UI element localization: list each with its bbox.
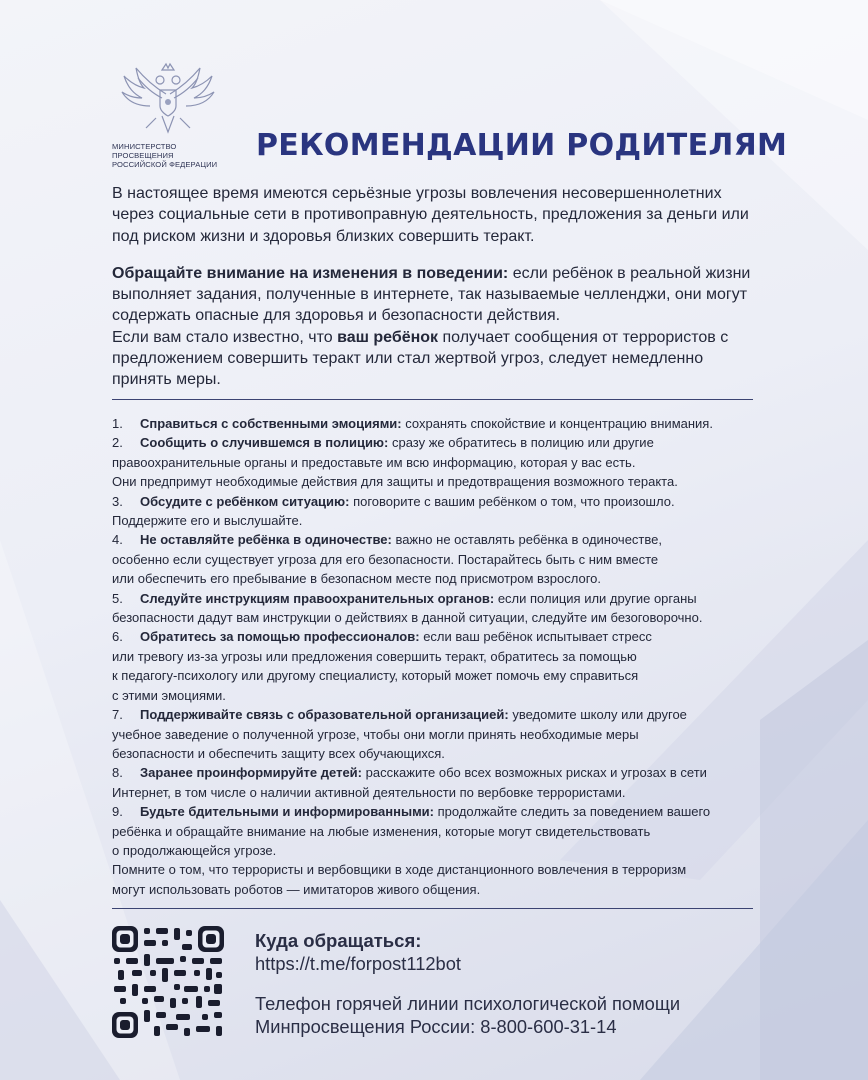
list-item-cont: с этими эмоциями. xyxy=(112,687,226,703)
list-item-cont: Интернет, в том числе о наличии активной деятельности по вербовке террористами. xyxy=(112,784,626,800)
ministry-name xyxy=(112,142,232,169)
intro-section xyxy=(112,183,752,391)
list-item-cont: особенно если существует угроза для его безопасности. Постарайтесь быть с ним вместе xyxy=(112,551,659,567)
eagle-emblem-icon xyxy=(116,58,220,136)
page-title: РЕКОМЕНДАЦИИ РОДИТЕЛЯМ xyxy=(256,128,788,163)
divider-bottom xyxy=(112,908,753,909)
contacts-heading: Куда обращаться: xyxy=(255,930,422,951)
ministry-name-line1: МИНИСТЕРСТВО ПРОСВЕЩЕНИЯ xyxy=(112,142,177,160)
action-text-pre: Если вам стало известно, что xyxy=(112,328,338,346)
telegram-link[interactable]: https://t.me/forpost112bot xyxy=(255,953,461,974)
closing-line: могут использовать роботов — имитаторов живого общения. xyxy=(112,881,481,897)
list-item: 8. Заранее проинформируйте детей: расскажите обо всех возможных рисках и угрозах в сети xyxy=(112,765,707,781)
list-item-cont: или обеспечить его пребывание в безопасном месте под присмотром взрослого. xyxy=(112,571,601,587)
list-item: 3. Обсудите с ребёнком ситуацию: поговорите с вашим ребёнком о том, что произошло. xyxy=(112,493,675,509)
hotline-line2: Минпросвещения России: 8-800-600-31-14 xyxy=(255,1016,617,1037)
list-item-cont: безопасности дадут вам инструкции о действиях в данной ситуации, следуйте им безоговорочно. xyxy=(112,610,703,626)
list-item-cont: правоохранительные органы и предоставьте им всю информацию, которая у вас есть. xyxy=(112,454,636,470)
ministry-name-line2: РОССИЙСКОЙ ФЕДЕРАЦИИ xyxy=(112,160,218,169)
action-text-post: получает сообщения от террористов с предложением совершить теракт или стал жертвой угроз, следует немедленно принять меры. xyxy=(112,328,729,389)
recommendations-list xyxy=(112,414,762,899)
behavior-heading: Обращайте внимание на изменения в поведении: xyxy=(112,264,509,282)
list-item-cont: учебное заведение о полученной угрозе, чтобы они могли принять необходимые меры xyxy=(112,726,639,742)
list-item-cont: безопасности и обеспечить защиту всех обучающихся. xyxy=(112,745,445,761)
list-item: 7. Поддерживайте связь с образовательной организацией: уведомите школу или другое xyxy=(112,707,687,723)
list-item: 9. Будьте бдительными и информированными: продолжайте следить за поведением вашего xyxy=(112,804,711,820)
action-bold: ваш ребёнок xyxy=(337,328,439,346)
list-item-cont: Они предпримут необходимые действия для защиты и предотвращения возможного теракта. xyxy=(112,474,678,490)
list-item-cont: ребёнка и обращайте внимание на любые изменения, которые могут свидетельствовать xyxy=(112,823,651,839)
contacts-block xyxy=(255,929,680,1038)
list-item-cont: или тревогу из-за угрозы или предложения совершить теракт, обратитесь за помощью xyxy=(112,648,637,664)
closing-line: Помните о том, что террористы и вербовщики в ходе дистанционного вовлечения в терроризм xyxy=(112,862,687,878)
intro-paragraph: В настоящее время имеются серьёзные угрозы вовлечения несовершеннолетних через социальные сети в противоправную деятельность, предложения за деньги или под риском жизни и здоровья близких совершить теракт. xyxy=(112,185,749,245)
action-paragraph xyxy=(112,327,752,391)
list-item: 1. Справиться с собственными эмоциями: сохранять спокойствие и концентрацию внимания. xyxy=(112,416,713,431)
behavior-paragraph xyxy=(112,263,752,327)
hotline-line1: Телефон горячей линии психологической помощи xyxy=(255,993,681,1014)
list-item-cont: о продолжающейся угрозе. xyxy=(112,842,277,858)
divider-top xyxy=(112,399,753,400)
behavior-text: если ребёнок в реальной жизни выполняет задания, полученные в интернете, так называемые челленджи, они могут содержать опасные для здоровья и безопасности действия. xyxy=(112,264,751,325)
list-item-cont: Поддержите его и выслушайте. xyxy=(112,513,303,529)
qr-code-icon xyxy=(112,926,224,1038)
list-item: 6. Обратитесь за помощью профессионалов: если ваш ребёнок испытывает стресс xyxy=(112,629,652,645)
list-item: 2. Сообщить о случившемся в полицию: сразу же обратитесь в полицию или другие xyxy=(112,435,654,451)
list-item: 4. Не оставляйте ребёнка в одиночестве: важно не оставлять ребёнка в одиночестве, xyxy=(112,532,662,548)
list-item: 5. Следуйте инструкциям правоохранительных органов: если полиция или другие органы xyxy=(112,590,697,606)
ministry-logo xyxy=(112,58,232,169)
list-item-cont: к педагогу-психологу или другому специалисту, который может помочь ему справиться xyxy=(112,668,639,684)
spacer xyxy=(255,975,680,992)
